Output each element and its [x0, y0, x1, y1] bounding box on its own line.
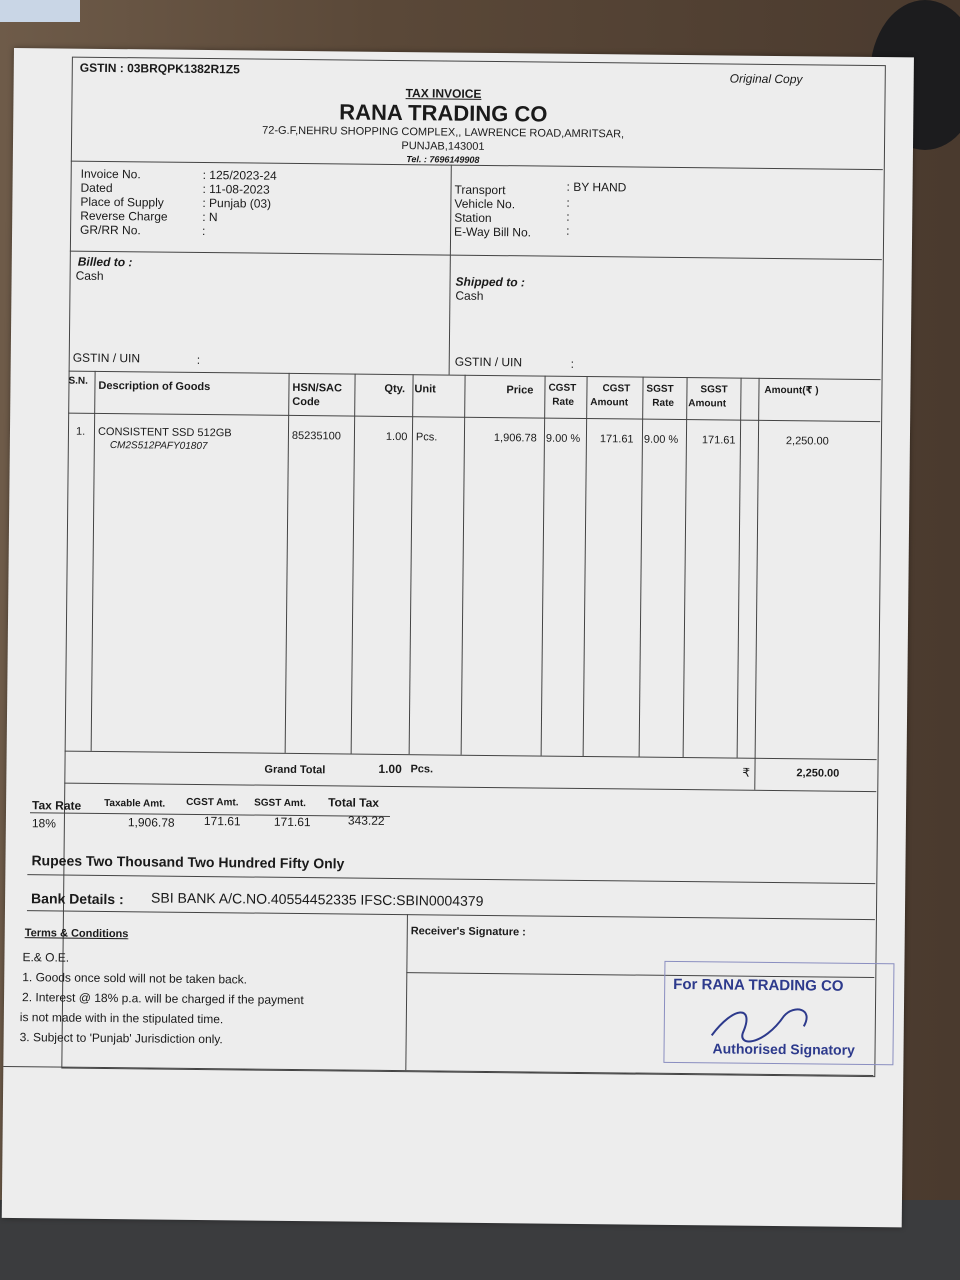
- transport-label-0: Transport: [454, 182, 506, 198]
- row-sgst-amount: 171.61: [701, 434, 736, 447]
- transport-value-0: : BY HAND: [566, 179, 627, 195]
- terms-line-2: 2. Interest @ 18% p.a. will be charged if the payment: [21, 990, 304, 1008]
- transport-label-1: Vehicle No.: [454, 196, 516, 212]
- tax-header-total: Total Tax: [328, 795, 380, 810]
- tax-value-cgst: 171.61: [203, 814, 241, 829]
- row-description: CONSISTENT SSD 512GB: [97, 425, 232, 440]
- row-price: 1,906.78: [493, 432, 537, 445]
- tax-value-sgst: 171.61: [273, 814, 311, 830]
- tax-header-rate: Tax Rate: [31, 798, 82, 813]
- col-sgst-rate-header-1: SGST: [646, 383, 674, 395]
- invoice-value-2: : Punjab (03): [202, 195, 272, 211]
- copy-label: Original Copy: [729, 71, 803, 87]
- col-cgst-rate-header-1: CGST: [548, 382, 577, 394]
- col-cgst-amt-header-1: CGST: [602, 383, 631, 395]
- signature-scribble: [703, 995, 824, 1056]
- tax-header-cgst: CGST Amt.: [186, 796, 239, 809]
- transport-label-2: Station: [454, 210, 492, 226]
- invoice-value-3: : N: [202, 209, 218, 225]
- doc-title: TAX INVOICE: [405, 86, 482, 101]
- col-qty-header: Qty.: [384, 382, 406, 396]
- company-phone: Tel. : 7696149908: [406, 154, 480, 165]
- grand-total-unit: Pcs.: [410, 763, 434, 776]
- row-qty: 1.00: [385, 430, 408, 444]
- row-hsn: 85235100: [291, 429, 341, 443]
- company-name: RANA TRADING CO: [339, 99, 548, 127]
- row-serial: CM2S512PAFY01807: [109, 440, 208, 453]
- col-sn-header: S.N.: [68, 375, 89, 387]
- col-cgst-amt-header-2: Amount: [590, 397, 629, 409]
- row-sn: 1.: [75, 425, 86, 438]
- invoice-sheet: [2, 48, 914, 1227]
- col-sgst-rate-header-2: Rate: [652, 397, 675, 409]
- invoice-value-4: :: [202, 223, 206, 239]
- col-unit-header: Unit: [414, 383, 436, 396]
- billed-name: Cash: [75, 268, 104, 283]
- row-amount: 2,250.00: [785, 435, 829, 448]
- row-cgst-amount: 171.61: [599, 433, 634, 446]
- tax-value-total: 343.22: [347, 813, 385, 828]
- stamp-title: For RANA TRADING CO: [673, 975, 844, 995]
- tax-value-taxable: 1,906.78: [127, 815, 175, 830]
- transport-value-3: :: [566, 223, 570, 238]
- transport-label-3: E-Way Bill No.: [454, 224, 532, 240]
- tax-header-taxable: Taxable Amt.: [104, 797, 166, 810]
- col-desc-header: Description of Goods: [98, 379, 211, 394]
- invoice-label-0: Invoice No.: [80, 166, 141, 182]
- bank-label: Bank Details :: [31, 890, 124, 908]
- blue-paper-corner: [0, 0, 80, 22]
- invoice-label-2: Place of Supply: [80, 194, 164, 210]
- billed-gstin-colon: :: [196, 352, 201, 367]
- shipped-gstin-label: GSTIN / UIN: [454, 354, 523, 370]
- bank-details: SBI BANK A/C.NO.40554452335 IFSC:SBIN0004379: [151, 889, 484, 909]
- shipped-gstin-colon: :: [570, 356, 575, 371]
- stamp-authorised-signatory: Authorised Signatory: [712, 1040, 855, 1058]
- row-unit: Pcs.: [415, 431, 438, 444]
- terms-line-0: E.& O.E.: [22, 950, 70, 965]
- transport-value-1: :: [566, 195, 570, 210]
- currency-icon: ₹: [742, 765, 751, 780]
- invoice-value-1: : 11-08-2023: [202, 181, 270, 197]
- tax-header-sgst: SGST Amt.: [254, 797, 307, 810]
- invoice-value-0: : 125/2023-24: [202, 167, 277, 183]
- billed-gstin-label: GSTIN / UIN: [72, 350, 141, 366]
- shipped-heading: Shipped to :: [455, 274, 525, 290]
- terms-line-1: 1. Goods once sold will not be taken back.: [22, 970, 248, 987]
- col-hsn-header-1: HSN/SAC: [292, 381, 343, 395]
- grand-total-qty: 1.00: [378, 761, 402, 777]
- receiver-signature-label: Receiver's Signature :: [410, 925, 526, 939]
- row-cgst-rate: 9.00 %: [545, 432, 581, 445]
- company-address-line1: 72-G.F,NEHRU SHOPPING COMPLEX,, LAWRENCE ROAD,AMRITSAR,: [262, 124, 625, 141]
- invoice-label-4: GR/RR No.: [80, 222, 141, 238]
- terms-line-4: 3. Subject to 'Punjab' Jurisdiction only.: [19, 1030, 223, 1047]
- billed-heading: Billed to :: [77, 254, 133, 270]
- gstin-header: GSTIN : 03BRQPK1382R1Z5: [79, 60, 240, 77]
- col-sgst-amt-header-1: SGST: [700, 384, 728, 396]
- col-cgst-rate-header-2: Rate: [552, 396, 575, 408]
- grand-total-label: Grand Total: [264, 763, 326, 777]
- row-sgst-rate: 9.00 %: [643, 433, 679, 446]
- shipped-name: Cash: [455, 288, 484, 303]
- tax-value-rate: 18%: [31, 816, 56, 831]
- transport-value-2: :: [566, 209, 570, 224]
- col-hsn-header-2: Code: [292, 395, 320, 409]
- col-amount-header: Amount(₹ ): [764, 384, 819, 397]
- col-sgst-amt-header-2: Amount: [688, 398, 727, 410]
- grand-total-amount: 2,250.00: [796, 767, 840, 780]
- terms-heading: Terms & Conditions: [24, 927, 129, 941]
- invoice-label-3: Reverse Charge: [80, 208, 168, 224]
- col-price-header: Price: [506, 384, 534, 397]
- company-address-line2: PUNJAB,143001: [401, 140, 485, 153]
- amount-in-words: Rupees Two Thousand Two Hundred Fifty Only: [31, 852, 345, 872]
- invoice-label-1: Dated: [80, 180, 113, 196]
- terms-line-3: is not made with in the stipulated time.: [19, 1010, 224, 1027]
